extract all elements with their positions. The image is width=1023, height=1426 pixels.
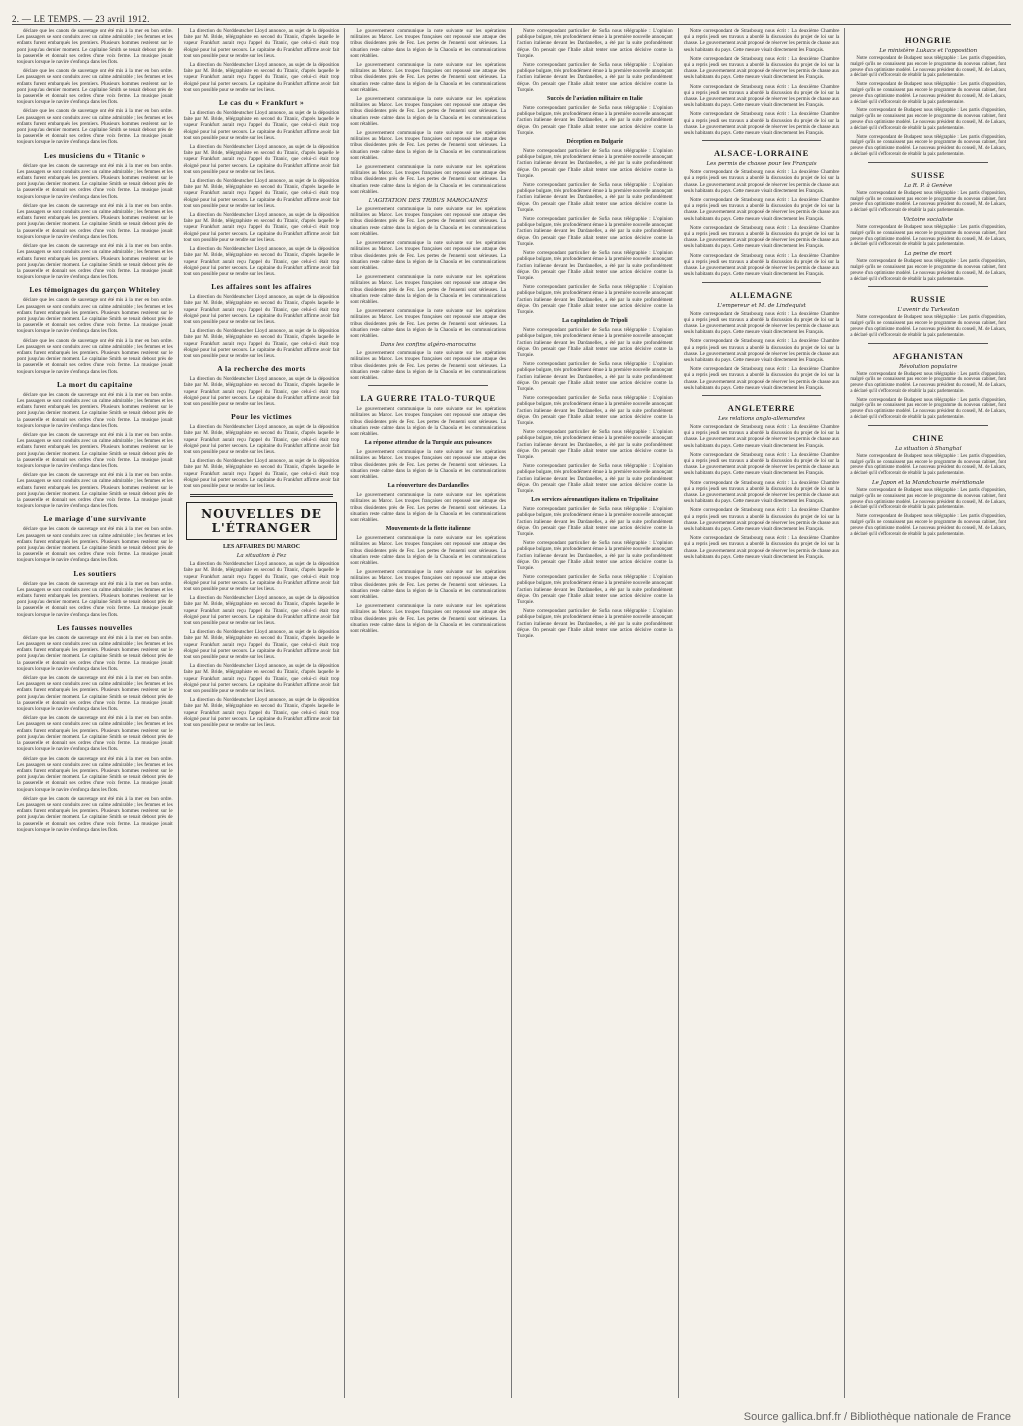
column-1 [12, 28, 179, 1398]
section-heading: Les témoignages du garçon Whiteley [29, 285, 161, 295]
section-heading: RUSSIE [910, 294, 946, 305]
article-text: Le gouvernement communique la note suivante sur les opérations militaires au Maroc. Les troupes françaises ont repoussé une attaque des tribus dissidentes près de Fez. Les pertes de l'ennemi sont sérieuses. La situation reste calme dans la région de la Chaouïa et les communications sont rétablies. [350, 569, 507, 601]
article-text: déclare que les canots de sauvetage ont été mis à la mer en bon ordre. Les passagers se sont conduits avec un calme admirable ; les femmes et les enfants furent embarqués les premiers. Plusieurs hommes restèrent sur le pont jusqu'au dernier moment. Le capitaine Smith se tenait debout près de la passerelle et donnait ses ordres d'une voix ferme. La musique jouait toujours lorsque le navire s'enfonça dans les flots. [17, 337, 173, 375]
article-text: déclare que les canots de sauvetage ont été mis à la mer en bon ordre. Les passagers se sont conduits avec un calme admirable ; les femmes et les enfants furent embarqués les premiers. Plusieurs hommes restèrent sur le pont jusqu'au dernier moment. Le capitaine Smith se tenait debout près de la passerelle et donnait ses ordres d'une voix ferme. La musique jouait toujours lorsque le navire s'enfonça dans les flots. [17, 472, 173, 510]
article-text: déclare que les canots de sauvetage ont été mis à la mer en bon ordre. Les passagers se sont conduits avec un calme admirable ; les femmes et les enfants furent embarqués les premiers. Plusieurs hommes restèrent sur le pont jusqu'au dernier moment. Le capitaine Smith se tenait debout près de la passerelle et donnait ses ordres d'une voix ferme. La musique jouait toujours lorsque le navire s'enfonça dans les flots. [17, 28, 173, 66]
article-text: Notre correspondant particulier de Sofia nous télégraphie : L'opinion publique bulgare, très profondément émue à la première nouvelle annonçant l'action italienne devant les Dardanelles, a été par la suite profondément déçue. On pensait que l'Italie allait tenter une action décisive contre la Turquie. [517, 574, 673, 606]
newspaper-page [12, 8, 1011, 1398]
article-text: Notre correspondant particulier de Sofia nous télégraphie : L'opinion publique bulgare, très profondément émue à la première nouvelle annonçant l'action italienne devant les Dardanelles, a été par la suite profondément déçue. On pensait que l'Italie allait tenter une action décisive contre la Turquie. [517, 250, 673, 281]
article-text: Notre correspondant particulier de Sofia nous télégraphie : L'opinion publique bulgare, très profondément émue à la première nouvelle annonçant l'action italienne devant les Dardanelles, a été par la suite profondément déçue. On pensait que l'Italie allait tenter une action décisive contre la Turquie. [517, 608, 673, 640]
section-subheading: Révolution populaire [899, 363, 958, 370]
article-text: Notre correspondant de Strasbourg nous écrit : La deuxième Chambre qui a repris jeudi ses travaux a abordé la discussion du projet de loi sur la chasse. Le gouvernement avait proposé de réserver les permis de chasse aux seuls habitants du pays. Cette mesure visait directement les Français. [683, 169, 840, 194]
section-subheading: Victoire socialiste [903, 216, 954, 223]
article-text: Notre correspondant de Budapest nous télégraphie : Les partis d'opposition, malgré qu'ils ne connaissent pas encore le programme du nouveau cabinet, font preuve d'un optimisme modéré. Le nouveau président du conseil, M. de Lukacs, a déclaré qu'il s'efforcerait de rétablir la paix parlementaire. [850, 108, 1007, 131]
columns [12, 28, 1011, 1398]
column-2 [179, 28, 346, 1398]
section-heading: La mort du capitaine [56, 379, 133, 389]
column-6 [845, 28, 1011, 1398]
section-heading: Les services aéronautiques italiens en Tripolitaine [531, 497, 659, 504]
article-text: déclare que les canots de sauvetage ont été mis à la mer en bon ordre. Les passagers se sont conduits avec un calme admirable ; les femmes et les enfants furent embarqués les premiers. Plusieurs hommes restèrent sur le pont jusqu'au dernier moment. Le capitaine Smith se tenait debout près de la passerelle et donnait ses ordres d'une voix ferme. La musique jouait toujours lorsque le navire s'enfonça dans les flots. [17, 108, 173, 146]
divider [368, 385, 488, 386]
article-text: déclare que les canots de sauvetage ont été mis à la mer en bon ordre. Les passagers se sont conduits avec un calme admirable ; les femmes et les enfants furent embarqués les premiers. Plusieurs hommes restèrent sur le pont jusqu'au dernier moment. Le capitaine Smith se tenait debout près de la passerelle et donnait ses ordres d'une voix ferme. La musique jouait toujours lorsque le navire s'enfonça dans les flots. [17, 162, 173, 200]
section-heading: La réponse attendue de la Turquie aux puissances [364, 440, 492, 447]
article-text: Notre correspondant particulier de Sofia nous télégraphie : L'opinion publique bulgare, très profondément émue à la première nouvelle annonçant l'action italienne devant les Dardanelles, a été par la suite profondément déçue. On pensait que l'Italie allait tenter une action décisive contre la Turquie. [517, 284, 673, 315]
foreign-news-title: NOUVELLES DE L'ÉTRANGER [186, 502, 338, 540]
article-text: Notre correspondant de Budapest nous télégraphie : Les partis d'opposition, malgré qu'ils ne connaissent pas encore le programme du nouveau cabinet, font preuve d'un optimisme modéré. Le nouveau président du conseil, M. de Lukacs, a déclaré qu'il s'efforcerait de rétablir la paix parlementaire. [850, 371, 1007, 394]
article-text: Notre correspondant particulier de Sofia nous télégraphie : L'opinion publique bulgare, très profondément émue à la première nouvelle annonçant l'action italienne devant les Dardanelles, a été par la suite profondément déçue. On pensait que l'Italie allait tenter une action décisive contre la Turquie. [517, 429, 673, 460]
article-text: Notre correspondant de Budapest nous télégraphie : Les partis d'opposition, malgré qu'ils ne connaissent pas encore le programme du nouveau cabinet, font preuve d'un optimisme modéré. Le nouveau président du conseil, M. de Lukacs, a déclaré qu'il s'efforcerait de rétablir la paix parlementaire. [850, 488, 1007, 511]
article-text: La direction du Norddeutscher Lloyd annonce, au sujet de la déposition faite par M. Bride, télégraphiste en second du Titanic, d'après laquelle le vapeur Frankfurt aurait reçu l'appel du Titanic, que celui-ci était trop éloigné pour lui porter secours. Le capitaine du Frankfurt affirme avoir fait tout son possible pour se rendre sur les lieux. [183, 424, 340, 455]
article-text: Notre correspondant de Strasbourg nous écrit : La deuxième Chambre qui a repris jeudi ses travaux a abordé la discussion du projet de loi sur la chasse. Le gouvernement avait proposé de réserver les permis de chasse aux seuls habitants du pays. Cette mesure visait directement les Français. [683, 366, 840, 391]
article-text: Le gouvernement communique la note suivante sur les opérations militaires au Maroc. Les troupes françaises ont repoussé une attaque des tribus dissidentes près de Fez. Les pertes de l'ennemi sont sérieuses. La situation reste calme dans la région de la Chaouïa et les communications sont rétablies. [350, 164, 507, 195]
section-heading: Les soutiers [73, 568, 117, 578]
page-header [12, 8, 1011, 25]
article-text: déclare que les canots de sauvetage ont été mis à la mer en bon ordre. Les passagers se sont conduits avec un calme admirable ; les femmes et les enfants furent embarqués les premiers. Plusieurs hommes restèrent sur le pont jusqu'au dernier moment. Le capitaine Smith se tenait debout près de la passerelle et donnait ses ordres d'une voix ferme. La musique jouait toujours lorsque le navire s'enfonça dans les flots. [17, 580, 173, 618]
divider [702, 282, 822, 283]
article-text: Notre correspondant de Strasbourg nous écrit : La deuxième Chambre qui a repris jeudi ses travaux a abordé la discussion du projet de loi sur la chasse. Le gouvernement avait proposé de réserver les permis de chasse aux seuls habitants du pays. Cette mesure visait directement les Français. [683, 310, 840, 336]
article-text: La direction du Norddeutscher Lloyd annonce, au sujet de la déposition faite par M. Bride, télégraphiste en second du Titanic, d'après laquelle le vapeur Frankfurt aurait reçu l'appel du Titanic, que celui-ci était trop éloigné pour lui porter secours. Le capitaine du Frankfurt affirme avoir fait tout son possible pour se rendre sur les lieux. [183, 212, 340, 243]
article-text: Notre correspondant particulier de Sofia nous télégraphie : L'opinion publique bulgare, très profondément émue à la première nouvelle annonçant l'action italienne devant les Dardanelles, a été par la suite profondément déçue. On pensait que l'Italie allait tenter une action décisive contre la Turquie. [517, 148, 673, 179]
divider [868, 162, 988, 163]
section-heading: Les fausses nouvelles [57, 622, 133, 632]
section-heading: CHINE [912, 432, 945, 443]
article-text: déclare que les canots de sauvetage ont été mis à la mer en bon ordre. Les passagers se sont conduits avec un calme admirable ; les femmes et les enfants furent embarqués les premiers. Plusieurs hommes restèrent sur le pont jusqu'au dernier moment. Le capitaine Smith se tenait debout près de la passerelle et donnait ses ordres d'une voix ferme. La musique jouait toujours lorsque le navire s'enfonça dans les flots. [17, 202, 173, 240]
article-text: Notre correspondant particulier de Sofia nous télégraphie : L'opinion publique bulgare, très profondément émue à la première nouvelle annonçant l'action italienne devant les Dardanelles, a été par la suite profondément déçue. On pensait que l'Italie allait tenter une action décisive contre la Turquie. [517, 327, 673, 358]
article-text: Le gouvernement communique la note suivante sur les opérations militaires au Maroc. Les troupes françaises ont repoussé une attaque des tribus dissidentes près de Fez. Les pertes de l'ennemi sont sérieuses. La situation reste calme dans la région de la Chaouïa et les communications sont rétablies. [350, 449, 507, 480]
section-heading: La capitulation de Tripoli [562, 318, 628, 325]
article-text: Le gouvernement communique la note suivante sur les opérations militaires au Maroc. Les troupes françaises ont repoussé une attaque des tribus dissidentes près de Fez. Les pertes de l'ennemi sont sérieuses. La situation reste calme dans la région de la Chaouïa et les communications sont rétablies. [350, 62, 507, 93]
article-text: Notre correspondant particulier de Sofia nous télégraphie : L'opinion publique bulgare, très profondément émue à la première nouvelle annonçant l'action italienne devant les Dardanelles, a été par la suite profondément déçue. On pensait que l'Italie allait tenter une action décisive contre la Turquie. [517, 216, 673, 247]
article-text: La direction du Norddeutscher Lloyd annonce, au sujet de la déposition faite par M. Bride, télégraphiste en second du Titanic, d'après laquelle le vapeur Frankfurt aurait reçu l'appel du Titanic, que celui-ci était trop éloigné pour lui porter secours. Le capitaine du Frankfurt affirme avoir fait tout son possible pour se rendre sur les lieux. [183, 561, 340, 592]
section-subheading: La R. P. à Genève [904, 182, 953, 189]
article-text: Notre correspondant de Strasbourg nous écrit : La deuxième Chambre qui a repris jeudi ses travaux a abordé la discussion du projet de loi sur la chasse. Le gouvernement avait proposé de réserver les permis de chasse aux seuls habitants du pays. Cette mesure visait directement les Français. [683, 252, 840, 278]
article-text: La direction du Norddeutscher Lloyd annonce, au sujet de la déposition faite par M. Bride, télégraphiste en second du Titanic, d'après laquelle le vapeur Frankfurt aurait reçu l'appel du Titanic, que celui-ci était trop éloigné pour lui porter secours. Le capitaine du Frankfurt affirme avoir fait tout son possible pour se rendre sur les lieux. [183, 144, 340, 175]
section-subheading: L'empereur et M. de Lindequist [717, 302, 806, 309]
section-heading: Succès de l'aviation militaire en Italie [546, 96, 643, 103]
article-text: Notre correspondant de Strasbourg nous écrit : La deuxième Chambre qui a repris jeudi ses travaux a abordé la discussion du projet de loi sur la chasse. Le gouvernement avait proposé de réserver les permis de chasse aux seuls habitants du pays. Cette mesure visait directement les Français. [683, 535, 840, 560]
header-text: 2. — LE TEMPS. — 23 avril 1912. [12, 14, 150, 24]
article-text: déclare que les canots de sauvetage ont été mis à la mer en bon ordre. Les passagers se sont conduits avec un calme admirable ; les femmes et les enfants furent embarqués les premiers. Plusieurs hommes restèrent sur le pont jusqu'au dernier moment. Le capitaine Smith se tenait debout près de la passerelle et donnait ses ordres d'une voix ferme. La musique jouait toujours lorsque le navire s'enfonça dans les flots. [17, 431, 173, 469]
article-text: déclare que les canots de sauvetage ont été mis à la mer en bon ordre. Les passagers se sont conduits avec un calme admirable ; les femmes et les enfants furent embarqués les premiers. Plusieurs hommes restèrent sur le pont jusqu'au dernier moment. Le capitaine Smith se tenait debout près de la passerelle et donnait ses ordres d'une voix ferme. La musique jouait toujours lorsque le navire s'enfonça dans les flots. [17, 795, 173, 833]
section-heading: AFGHANISTAN [892, 350, 964, 361]
section-heading: Mouvements de la flotte italienne [385, 526, 471, 533]
article-text: déclare que les canots de sauvetage ont été mis à la mer en bon ordre. Les passagers se sont conduits avec un calme admirable ; les femmes et les enfants furent embarqués les premiers. Plusieurs hommes restèrent sur le pont jusqu'au dernier moment. Le capitaine Smith se tenait debout près de la passerelle et donnait ses ordres d'une voix ferme. La musique jouait toujours lorsque le navire s'enfonça dans les flots. [17, 755, 173, 793]
section-heading: LA GUERRE ITALO-TURQUE [360, 393, 496, 404]
article-text: Notre correspondant de Strasbourg nous écrit : La deuxième Chambre qui a repris jeudi ses travaux a abordé la discussion du projet de loi sur la chasse. Le gouvernement avait proposé de réserver les permis de chasse aux seuls habitants du pays. Cette mesure visait directement les Français. [683, 451, 840, 477]
article-text: Notre correspondant de Budapest nous télégraphie : Les partis d'opposition, malgré qu'ils ne connaissent pas encore le programme du nouveau cabinet, font preuve d'un optimisme modéré. Le nouveau président du conseil, M. de Lukacs, a déclaré qu'il s'efforcerait de rétablir la paix parlementaire. [850, 453, 1007, 477]
section-heading: LES AFFAIRES DU MAROC [222, 544, 301, 551]
article-text: Notre correspondant de Budapest nous télégraphie : Les partis d'opposition, malgré qu'ils ne connaissent pas encore le programme du nouveau cabinet, font preuve d'un optimisme modéré. Le nouveau président du conseil, M. de Lukacs, a déclaré qu'il s'efforcerait de rétablir la paix parlementaire. [850, 397, 1007, 421]
column-5 [679, 28, 846, 1398]
article-text: La direction du Norddeutscher Lloyd annonce, au sujet de la déposition faite par M. Bride, télégraphiste en second du Titanic, d'après laquelle le vapeur Frankfurt aurait reçu l'appel du Titanic, que celui-ci était trop éloigné pour lui porter secours. Le capitaine du Frankfurt affirme avoir fait tout son possible pour se rendre sur les lieux. [183, 62, 340, 93]
section-subheading: Le Japon et la Mandchourie méridionale [872, 480, 985, 487]
section-subheading: L'avenir du Turkestan [897, 307, 959, 314]
section-subheading: Le ministère Lukacs et l'opposition [879, 48, 978, 54]
article-text: Le gouvernement communique la note suivante sur les opérations militaires au Maroc. Les troupes françaises ont repoussé une attaque des tribus dissidentes près de Fez. Les pertes de l'ennemi sont sérieuses. La situation reste calme dans la région de la Chaouïa et les communications sont rétablies. [350, 206, 507, 237]
divider [868, 343, 988, 344]
article-text: déclare que les canots de sauvetage ont été mis à la mer en bon ordre. Les passagers se sont conduits avec un calme admirable ; les femmes et les enfants furent embarqués les premiers. Plusieurs hommes restèrent sur le pont jusqu'au dernier moment. Le capitaine Smith se tenait debout près de la passerelle et donnait ses ordres d'une voix ferme. La musique jouait toujours lorsque le navire s'enfonça dans les flots. [17, 526, 173, 564]
section-subheading: La peine de mort [904, 251, 953, 258]
article-text: Le gouvernement communique la note suivante sur les opérations militaires au Maroc. Les troupes françaises ont repoussé une attaque des tribus dissidentes près de Fez. Les pertes de l'ennemi sont sérieuses. La situation reste calme dans la région de la Chaouïa et les communications sont rétablies. [350, 240, 507, 271]
article-text: Notre correspondant de Budapest nous télégraphie : Les partis d'opposition, malgré qu'ils ne connaissent pas encore le programme du nouveau cabinet, font preuve d'un optimisme modéré. Le nouveau président du conseil, M. de Lukacs, a déclaré qu'il s'efforcerait de rétablir la paix parlementaire. [850, 224, 1007, 248]
section-heading: ALLEMAGNE [730, 289, 793, 300]
column-3 [345, 28, 512, 1398]
article-text: La direction du Norddeutscher Lloyd annonce, au sujet de la déposition faite par M. Bride, télégraphiste en second du Titanic, d'après laquelle le vapeur Frankfurt aurait reçu l'appel du Titanic, que celui-ci était trop éloigné pour lui porter secours. Le capitaine du Frankfurt affirme avoir fait tout son possible pour se rendre sur les lieux. [183, 328, 340, 359]
article-text: Le gouvernement communique la note suivante sur les opérations militaires au Maroc. Les troupes françaises ont repoussé une attaque des tribus dissidentes près de Fez. Les pertes de l'ennemi sont sérieuses. La situation reste calme dans la région de la Chaouïa et les communications sont rétablies. [350, 492, 507, 523]
section-heading: Déception en Bulgarie [566, 139, 624, 146]
article-text: La direction du Norddeutscher Lloyd annonce, au sujet de la déposition faite par M. Bride, télégraphiste en second du Titanic, d'après laquelle le vapeur Frankfurt aurait reçu l'appel du Titanic, que celui-ci était trop éloigné pour lui porter secours. Le capitaine du Frankfurt affirme avoir fait tout son possible pour se rendre sur les lieux. [183, 663, 340, 695]
article-text: La direction du Norddeutscher Lloyd annonce, au sujet de la déposition faite par M. Bride, télégraphiste en second du Titanic, d'après laquelle le vapeur Frankfurt aurait reçu l'appel du Titanic, que celui-ci était trop éloigné pour lui porter secours. Le capitaine du Frankfurt affirme avoir fait tout son possible pour se rendre sur les lieux. [183, 246, 340, 277]
article-text: Notre correspondant de Strasbourg nous écrit : La deuxième Chambre qui a repris jeudi ses travaux a abordé la discussion du projet de loi sur la chasse. Le gouvernement avait proposé de réserver les permis de chasse aux seuls habitants du pays. Cette mesure visait directement les Français. [683, 111, 840, 137]
article-text: Le gouvernement communique la note suivante sur les opérations militaires au Maroc. Les troupes françaises ont repoussé une attaque des tribus dissidentes près de Fez. Les pertes de l'ennemi sont sérieuses. La situation reste calme dans la région de la Chaouïa et les communications sont rétablies. [350, 350, 507, 381]
section-subheading: La situation à Shanghaï [895, 445, 962, 452]
article-text: Notre correspondant de Strasbourg nous écrit : La deuxième Chambre qui a repris jeudi ses travaux a abordé la discussion du projet de loi sur la chasse. Le gouvernement avait proposé de réserver les permis de chasse aux seuls habitants du pays. Cette mesure visait directement les Français. [683, 338, 840, 363]
article-text: Notre correspondant particulier de Sofia nous télégraphie : L'opinion publique bulgare, très profondément émue à la première nouvelle annonçant l'action italienne devant les Dardanelles, a été par la suite profondément déçue. On pensait que l'Italie allait tenter une action décisive contre la Turquie. [517, 28, 673, 59]
article-text: Le gouvernement communique la note suivante sur les opérations militaires au Maroc. Les troupes françaises ont repoussé une attaque des tribus dissidentes près de Fez. Les pertes de l'ennemi sont sérieuses. La situation reste calme dans la région de la Chaouïa et les communications sont rétablies. [350, 96, 507, 127]
article-text: Notre correspondant de Strasbourg nous écrit : La deuxième Chambre qui a repris jeudi ses travaux a abordé la discussion du projet de loi sur la chasse. Le gouvernement avait proposé de réserver les permis de chasse aux seuls habitants du pays. Cette mesure visait directement les Français. [683, 83, 840, 109]
article-text: Notre correspondant de Strasbourg nous écrit : La deuxième Chambre qui a repris jeudi ses travaux a abordé la discussion du projet de loi sur la chasse. Le gouvernement avait proposé de réserver les permis de chasse aux seuls habitants du pays. Cette mesure visait directement les Français. [683, 507, 840, 532]
article-text: déclare que les canots de sauvetage ont été mis à la mer en bon ordre. Les passagers se sont conduits avec un calme admirable ; les femmes et les enfants furent embarqués les premiers. Plusieurs hommes restèrent sur le pont jusqu'au dernier moment. Le capitaine Smith se tenait debout près de la passerelle et donnait ses ordres d'une voix ferme. La musique jouait toujours lorsque le navire s'enfonça dans les flots. [17, 68, 173, 106]
source-credit: Source gallica.bnf.fr / Bibliothèque nationale de France [743, 1411, 1011, 1423]
article-text: Notre correspondant de Strasbourg nous écrit : La deuxième Chambre qui a repris jeudi ses travaux a abordé la discussion du projet de loi sur la chasse. Le gouvernement avait proposé de réserver les permis de chasse aux seuls habitants du pays. Cette mesure visait directement les Français. [683, 479, 840, 505]
section-heading: ALSACE-LORRAINE [713, 148, 810, 159]
article-text: Notre correspondant particulier de Sofia nous télégraphie : L'opinion publique bulgare, très profondément émue à la première nouvelle annonçant l'action italienne devant les Dardanelles, a été par la suite profondément déçue. On pensait que l'Italie allait tenter une action décisive contre la Turquie. [517, 506, 673, 538]
article-text: La direction du Norddeutscher Lloyd annonce, au sujet de la déposition faite par M. Bride, télégraphiste en second du Titanic, d'après laquelle le vapeur Frankfurt aurait reçu l'appel du Titanic, que celui-ci était trop éloigné pour lui porter secours. Le capitaine du Frankfurt affirme avoir fait tout son possible pour se rendre sur les lieux. [183, 110, 340, 141]
article-text: déclare que les canots de sauvetage ont été mis à la mer en bon ordre. Les passagers se sont conduits avec un calme admirable ; les femmes et les enfants furent embarqués les premiers. Plusieurs hommes restèrent sur le pont jusqu'au dernier moment. Le capitaine Smith se tenait debout près de la passerelle et donnait ses ordres d'une voix ferme. La musique jouait toujours lorsque le navire s'enfonça dans les flots. [17, 675, 173, 713]
article-text: déclare que les canots de sauvetage ont été mis à la mer en bon ordre. Les passagers se sont conduits avec un calme admirable ; les femmes et les enfants furent embarqués les premiers. Plusieurs hommes restèrent sur le pont jusqu'au dernier moment. Le capitaine Smith se tenait debout près de la passerelle et donnait ses ordres d'une voix ferme. La musique jouait toujours lorsque le navire s'enfonça dans les flots. [17, 634, 173, 672]
article-text: La direction du Norddeutscher Lloyd annonce, au sujet de la déposition faite par M. Bride, télégraphiste en second du Titanic, d'après laquelle le vapeur Frankfurt aurait reçu l'appel du Titanic, que celui-ci était trop éloigné pour lui porter secours. Le capitaine du Frankfurt affirme avoir fait tout son possible pour se rendre sur les lieux. [183, 28, 340, 59]
divider [702, 140, 822, 141]
article-text: Notre correspondant de Strasbourg nous écrit : La deuxième Chambre qui a repris jeudi ses travaux a abordé la discussion du projet de loi sur la chasse. Le gouvernement avait proposé de réserver les permis de chasse aux seuls habitants du pays. Cette mesure visait directement les Français. [683, 197, 840, 222]
article-text: déclare que les canots de sauvetage ont été mis à la mer en bon ordre. Les passagers se sont conduits avec un calme admirable ; les femmes et les enfants furent embarqués les premiers. Plusieurs hommes restèrent sur le pont jusqu'au dernier moment. Le capitaine Smith se tenait debout près de la passerelle et donnait ses ordres d'une voix ferme. La musique jouait toujours lorsque le navire s'enfonça dans les flots. [17, 715, 173, 753]
article-text: Notre correspondant de Budapest nous télégraphie : Les partis d'opposition, malgré qu'ils ne connaissent pas encore le programme du nouveau cabinet, font preuve d'un optimisme modéré. Le nouveau président du conseil, M. de Lukacs, a déclaré qu'il s'efforcerait de rétablir la paix parlementaire. [850, 190, 1007, 214]
article-text: Notre correspondant de Budapest nous télégraphie : Les partis d'opposition, malgré qu'ils ne connaissent pas encore le programme du nouveau cabinet, font preuve d'un optimisme modéré. Le nouveau président du conseil, M. de Lukacs, a déclaré qu'il s'efforcerait de rétablir la paix parlementaire. [850, 514, 1007, 537]
section-heading: La réouverture des Dardanelles [387, 483, 469, 490]
article-text: La direction du Norddeutscher Lloyd annonce, au sujet de la déposition faite par M. Bride, télégraphiste en second du Titanic, d'après laquelle le vapeur Frankfurt aurait reçu l'appel du Titanic, que celui-ci était trop éloigné pour lui porter secours. Le capitaine du Frankfurt affirme avoir fait tout son possible pour se rendre sur les lieux. [183, 458, 340, 489]
article-text: Notre correspondant particulier de Sofia nous télégraphie : L'opinion publique bulgare, très profondément émue à la première nouvelle annonçant l'action italienne devant les Dardanelles, a été par la suite profondément déçue. On pensait que l'Italie allait tenter une action décisive contre la Turquie. [517, 105, 673, 136]
article-text: Le gouvernement communique la note suivante sur les opérations militaires au Maroc. Les troupes françaises ont repoussé une attaque des tribus dissidentes près de Fez. Les pertes de l'ennemi sont sérieuses. La situation reste calme dans la région de la Chaouïa et les communications sont rétablies. [350, 603, 507, 635]
article-text: Notre correspondant de Budapest nous télégraphie : Les partis d'opposition, malgré qu'ils ne connaissent pas encore le programme du nouveau cabinet, font preuve d'un optimisme modéré. Le nouveau président du conseil, M. de Lukacs, a déclaré qu'il s'efforcerait de rétablir la paix parlementaire. [850, 259, 1007, 282]
article-text: Notre correspondant de Budapest nous télégraphie : Les partis d'opposition, malgré qu'ils ne connaissent pas encore le programme du nouveau cabinet, font preuve d'un optimisme modéré. Le nouveau président du conseil, M. de Lukacs, a déclaré qu'il s'efforcerait de rétablir la paix parlementaire. [850, 56, 1007, 79]
article-text: Le gouvernement communique la note suivante sur les opérations militaires au Maroc. Les troupes françaises ont repoussé une attaque des tribus dissidentes près de Fez. Les pertes de l'ennemi sont sérieuses. La situation reste calme dans la région de la Chaouïa et les communications sont rétablies. [350, 535, 507, 567]
article-text: La direction du Norddeutscher Lloyd annonce, au sujet de la déposition faite par M. Bride, télégraphiste en second du Titanic, d'après laquelle le vapeur Frankfurt aurait reçu l'appel du Titanic, que celui-ci était trop éloigné pour lui porter secours. Le capitaine du Frankfurt affirme avoir fait tout son possible pour se rendre sur les lieux. [183, 697, 340, 729]
article-text: Notre correspondant de Strasbourg nous écrit : La deuxième Chambre qui a repris jeudi ses travaux a abordé la discussion du projet de loi sur la chasse. Le gouvernement avait proposé de réserver les permis de chasse aux seuls habitants du pays. Cette mesure visait directement les Français. [683, 55, 840, 81]
divider [868, 425, 988, 426]
section-heading: Dans les confins algéro-marocains [380, 342, 476, 349]
article-text: Le gouvernement communique la note suivante sur les opérations militaires au Maroc. Les troupes françaises ont repoussé une attaque des tribus dissidentes près de Fez. Les pertes de l'ennemi sont sérieuses. La situation reste calme dans la région de la Chaouïa et les communications sont rétablies. [350, 406, 507, 437]
article-text: Le gouvernement communique la note suivante sur les opérations militaires au Maroc. Les troupes françaises ont repoussé une attaque des tribus dissidentes près de Fez. Les pertes de l'ennemi sont sérieuses. La situation reste calme dans la région de la Chaouïa et les communications sont rétablies. [350, 274, 507, 305]
article-text: Notre correspondant particulier de Sofia nous télégraphie : L'opinion publique bulgare, très profondément émue à la première nouvelle annonçant l'action italienne devant les Dardanelles, a été par la suite profondément déçue. On pensait que l'Italie allait tenter une action décisive contre la Turquie. [517, 182, 673, 213]
section-heading: A la recherche des morts [217, 364, 306, 374]
article-text: déclare que les canots de sauvetage ont été mis à la mer en bon ordre. Les passagers se sont conduits avec un calme admirable ; les femmes et les enfants furent embarqués les premiers. Plusieurs hommes restèrent sur le pont jusqu'au dernier moment. Le capitaine Smith se tenait debout près de la passerelle et donnait ses ordres d'une voix ferme. La musique jouait toujours lorsque le navire s'enfonça dans les flots. [17, 243, 173, 281]
article-text: Notre correspondant particulier de Sofia nous télégraphie : L'opinion publique bulgare, très profondément émue à la première nouvelle annonçant l'action italienne devant les Dardanelles, a été par la suite profondément déçue. On pensait que l'Italie allait tenter une action décisive contre la Turquie. [517, 540, 673, 572]
article-text: Notre correspondant particulier de Sofia nous télégraphie : L'opinion publique bulgare, très profondément émue à la première nouvelle annonçant l'action italienne devant les Dardanelles, a été par la suite profondément déçue. On pensait que l'Italie allait tenter une action décisive contre la Turquie. [517, 395, 673, 426]
article-text: Notre correspondant particulier de Sofia nous télégraphie : L'opinion publique bulgare, très profondément émue à la première nouvelle annonçant l'action italienne devant les Dardanelles, a été par la suite profondément déçue. On pensait que l'Italie allait tenter une action décisive contre la Turquie. [517, 62, 673, 93]
article-text: Notre correspondant de Strasbourg nous écrit : La deuxième Chambre qui a repris jeudi ses travaux a abordé la discussion du projet de loi sur la chasse. Le gouvernement avait proposé de réserver les permis de chasse aux seuls habitants du pays. Cette mesure visait directement les Français. [683, 423, 840, 449]
section-heading: HONGRIE [904, 35, 952, 45]
article-text: Notre correspondant de Budapest nous télégraphie : Les partis d'opposition, malgré qu'ils ne connaissent pas encore le programme du nouveau cabinet, font preuve d'un optimisme modéré. Le nouveau président du conseil, M. de Lukacs, a déclaré qu'il s'efforcerait de rétablir la paix parlementaire. [850, 82, 1007, 105]
article-text: La direction du Norddeutscher Lloyd annonce, au sujet de la déposition faite par M. Bride, télégraphiste en second du Titanic, d'après laquelle le vapeur Frankfurt aurait reçu l'appel du Titanic, que celui-ci était trop éloigné pour lui porter secours. Le capitaine du Frankfurt affirme avoir fait tout son possible pour se rendre sur les lieux. [183, 376, 340, 407]
article-text: déclare que les canots de sauvetage ont été mis à la mer en bon ordre. Les passagers se sont conduits avec un calme admirable ; les femmes et les enfants furent embarqués les premiers. Plusieurs hommes restèrent sur le pont jusqu'au dernier moment. Le capitaine Smith se tenait debout près de la passerelle et donnait ses ordres d'une voix ferme. La musique jouait toujours lorsque le navire s'enfonça dans les flots. [17, 391, 173, 429]
section-heading: Pour les victimes [231, 412, 292, 422]
article-text: déclare que les canots de sauvetage ont été mis à la mer en bon ordre. Les passagers se sont conduits avec un calme admirable ; les femmes et les enfants furent embarqués les premiers. Plusieurs hommes restèrent sur le pont jusqu'au dernier moment. Le capitaine Smith se tenait debout près de la passerelle et donnait ses ordres d'une voix ferme. La musique jouait toujours lorsque le navire s'enfonça dans les flots. [17, 297, 173, 335]
section-heading: Le mariage d'une survivante [43, 514, 147, 524]
article-text: Notre correspondant particulier de Sofia nous télégraphie : L'opinion publique bulgare, très profondément émue à la première nouvelle annonçant l'action italienne devant les Dardanelles, a été par la suite profondément déçue. On pensait que l'Italie allait tenter une action décisive contre la Turquie. [517, 463, 673, 494]
article-text: Le gouvernement communique la note suivante sur les opérations militaires au Maroc. Les troupes françaises ont repoussé une attaque des tribus dissidentes près de Fez. Les pertes de l'ennemi sont sérieuses. La situation reste calme dans la région de la Chaouïa et les communications sont rétablies. [350, 28, 507, 59]
article-text: Le gouvernement communique la note suivante sur les opérations militaires au Maroc. Les troupes françaises ont repoussé une attaque des tribus dissidentes près de Fez. Les pertes de l'ennemi sont sérieuses. La situation reste calme dans la région de la Chaouïa et les communications sont rétablies. [350, 308, 507, 339]
section-subheading: Les permis de chasse pour les Français [706, 161, 817, 168]
divider [702, 395, 822, 396]
section-heading: ANGLETERRE [727, 402, 796, 413]
article-text: La direction du Norddeutscher Lloyd annonce, au sujet de la déposition faite par M. Bride, télégraphiste en second du Titanic, d'après laquelle le vapeur Frankfurt aurait reçu l'appel du Titanic, que celui-ci était trop éloigné pour lui porter secours. Le capitaine du Frankfurt affirme avoir fait tout son possible pour se rendre sur les lieux. [183, 595, 340, 627]
article-text: La direction du Norddeutscher Lloyd annonce, au sujet de la déposition faite par M. Bride, télégraphiste en second du Titanic, d'après laquelle le vapeur Frankfurt aurait reçu l'appel du Titanic, que celui-ci était trop éloigné pour lui porter secours. Le capitaine du Frankfurt affirme avoir fait tout son possible pour se rendre sur les lieux. [183, 294, 340, 325]
article-text: Notre correspondant de Strasbourg nous écrit : La deuxième Chambre qui a repris jeudi ses travaux a abordé la discussion du projet de loi sur la chasse. Le gouvernement avait proposé de réserver les permis de chasse aux seuls habitants du pays. Cette mesure visait directement les Français. [683, 224, 840, 250]
section-heading: Le cas du « Frankfurt » [218, 98, 305, 108]
article-text: Notre correspondant de Strasbourg nous écrit : La deuxième Chambre qui a repris jeudi ses travaux a abordé la discussion du projet de loi sur la chasse. Le gouvernement avait proposé de réserver les permis de chasse aux seuls habitants du pays. Cette mesure visait directement les Français. [683, 28, 840, 53]
article-text: Le gouvernement communique la note suivante sur les opérations militaires au Maroc. Les troupes françaises ont repoussé une attaque des tribus dissidentes près de Fez. Les pertes de l'ennemi sont sérieuses. La situation reste calme dans la région de la Chaouïa et les communications sont rétablies. [350, 130, 507, 161]
divider [868, 286, 988, 287]
divider [190, 494, 334, 497]
section-heading: L'AGITATION DES TRIBUS MAROCAINES [368, 198, 488, 205]
article-text: Notre correspondant de Budapest nous télégraphie : Les partis d'opposition, malgré qu'ils ne connaissent pas encore le programme du nouveau cabinet, font preuve d'un optimisme modéré. Le nouveau président du conseil, M. de Lukacs, a déclaré qu'il s'efforcerait de rétablir la paix parlementaire. [850, 134, 1007, 157]
section-heading: Les musiciens du « Titanic » [44, 150, 146, 160]
article-text: La direction du Norddeutscher Lloyd annonce, au sujet de la déposition faite par M. Bride, télégraphiste en second du Titanic, d'après laquelle le vapeur Frankfurt aurait reçu l'appel du Titanic, que celui-ci était trop éloigné pour lui porter secours. Le capitaine du Frankfurt affirme avoir fait tout son possible pour se rendre sur les lieux. [183, 178, 340, 209]
article-text: Notre correspondant de Budapest nous télégraphie : Les partis d'opposition, malgré qu'ils ne connaissent pas encore le programme du nouveau cabinet, font preuve d'un optimisme modéré. Le nouveau président du conseil, M. de Lukacs, a déclaré qu'il s'efforcerait de rétablir la paix parlementaire. [850, 315, 1007, 338]
section-subheading: La situation à Fez [236, 553, 287, 560]
column-4 [512, 28, 679, 1398]
article-text: La direction du Norddeutscher Lloyd annonce, au sujet de la déposition faite par M. Bride, télégraphiste en second du Titanic, d'après laquelle le vapeur Frankfurt aurait reçu l'appel du Titanic, que celui-ci était trop éloigné pour lui porter secours. Le capitaine du Frankfurt affirme avoir fait tout son possible pour se rendre sur les lieux. [183, 629, 340, 661]
section-heading: Les affaires sont les affaires [211, 282, 312, 292]
section-heading: SUISSE [911, 169, 946, 180]
article-text: Notre correspondant particulier de Sofia nous télégraphie : L'opinion publique bulgare, très profondément émue à la première nouvelle annonçant l'action italienne devant les Dardanelles, a été par la suite profondément déçue. On pensait que l'Italie allait tenter une action décisive contre la Turquie. [517, 361, 673, 392]
section-subheading: Les relations anglo-allemandes [718, 415, 805, 422]
